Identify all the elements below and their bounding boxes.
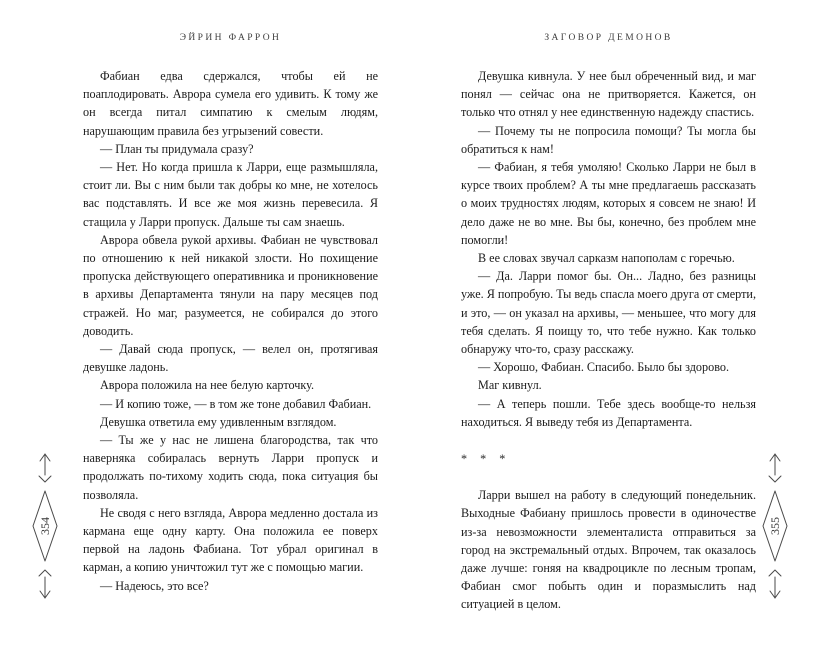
left-page-ornament — [27, 451, 63, 601]
paragraph: — Давай сюда пропуск, — велел он, протягивая девушке ладонь. — [83, 342, 378, 375]
paragraph: — Фабиан, я тебя умоляю! Сколько Ларри не был в курсе твоих проблем? А ты мне предлагаешь рассказать о моих трудностях людям, которых я совсем не знаю! И дело даже не во мне. Вы бы, конечно, без проблем мне помогли! — [461, 160, 756, 247]
paragraph: — Почему ты не попросила помощи? Ты могла бы обратиться к нам! — [461, 123, 756, 156]
paragraph: Аврора обвела рукой архивы. Фабиан не чувствовал по отношению к ней никакой злости. Но похищение пропуска действующего оперативника и проникновение в архивы Департамента тянули на пару месяцев под стражей. Но маг, разумеется, не собирался до этого доводить. — [83, 232, 378, 338]
diamond-arrow-ornament-icon — [27, 451, 63, 601]
left-text-column — [83, 67, 378, 595]
paragraph: Девушка ответила ему удивленным взглядом. — [100, 414, 337, 429]
left-running-header: ЭЙРИН ФАРРОН — [179, 33, 282, 43]
right-page-ornament — [757, 451, 793, 601]
paragraph: Ларри вышел на работу в следующий понедельник. Выходные Фабиану пришлось провести в одиночестве из-за невозможности элементалиста отправиться за город на экстремальный отдых. Впрочем, так оказалось даже лучше: гоняя на квадроцикле по лесным тропам, Фабиан смог побыть один и поразмыслить над ситуацией в целом. — [461, 488, 756, 612]
paragraph: Аврора положила на нее белую карточку. — [100, 378, 315, 393]
paragraph: Фабиан едва сдержался, чтобы ей не поаплодировать. Аврора сумела его удивить. К тому же он всегда питал симпатию к смелым людям, нарушающим правила без угрызений совести. — [83, 69, 378, 138]
paragraph: — Нет. Но когда пришла к Ларри, еще размышляла, стоит ли. Вы с ним были так добры ко мне, не хотелось вас подставлять. И все же моя жизнь перевесила. Я стащила у Ларри пропуск. Дальше ты сам знаешь. — [83, 160, 378, 229]
paragraph: Девушка кивнула. У нее был обреченный вид, и маг понял — сейчас она не притворяется. Кажется, он только что отнял у нее единственную надежду спастись. — [461, 69, 756, 120]
paragraph: — Надеюсь, это все? — [100, 578, 209, 593]
paragraph: — Хорошо, Фабиан. Спасибо. Было бы здорово. — [478, 360, 730, 375]
left-page — [83, 33, 378, 595]
paragraph: Не сводя с него взгляда, Аврора медленно достала из кармана еще одну карту. Она положила ее поверх первой на ладонь Фабиана. Тот убрал оригинал в карман, а копию уничтожил тут же с помощью магии. — [83, 505, 378, 575]
right-text-column — [461, 67, 756, 614]
left-page-number: 354 — [38, 517, 52, 535]
right-running-header: ЗАГОВОР ДЕМОНОВ — [544, 33, 673, 43]
paragraph: — Да. Ларри помог бы. Он... Ладно, без разницы уже. Я попробую. Ты ведь спасла моего друга от смерти, и это, — он указал на архивы, — меньшее, что могу для тебя сделать. Я поищу то, что тебе нужно. Как только обнаружу что-то, сразу расскажу. — [461, 269, 756, 357]
paragraph: — Ты же у нас не лишена благородства, так что наверняка собиралась вернуть Ларри пропуск и продолжать по-тихому ходить сюда, пока ситуация бы позволяла. — [83, 433, 378, 502]
paragraph: — План ты придумала сразу? — [100, 141, 254, 156]
paragraph: — А теперь пошли. Тебе здесь вообще-то нельзя находиться. Я выведу тебя из Департамента. — [461, 396, 756, 429]
diamond-arrow-ornament-icon — [757, 451, 793, 601]
section-break-asterisks: * * * — [461, 452, 506, 467]
paragraph: В ее словах звучал сарказм напополам с горечью. — [478, 251, 735, 266]
right-page — [461, 33, 756, 614]
paragraph: Маг кивнул. — [478, 378, 542, 393]
paragraph: — И копию тоже, — в том же тоне добавил Фабиан. — [100, 396, 372, 411]
right-page-number: 355 — [768, 517, 782, 535]
